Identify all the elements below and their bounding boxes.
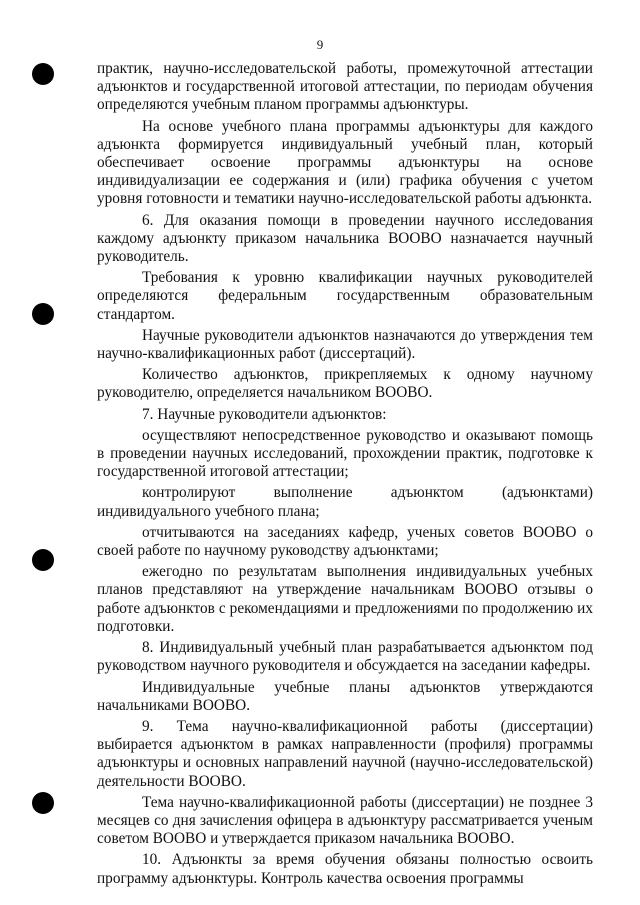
punch-hole xyxy=(32,549,54,571)
paragraph: Тема научно-квалификационной работы (диссертации) не позднее 3 месяцев со дня зачисления офицера в адъюнктуру рассматривается ученым советом ВООВО и утверждается приказом начальника ВООВО. xyxy=(97,793,593,848)
paragraph: ежегодно по результатам выполнения индивидуальных учебных планов представляют на утверждение начальникам ВООВО отзывы о работе адъюнктов с рекомендациями и предложениями по продолжению их подготовки. xyxy=(97,563,593,635)
paragraph: Требования к уровню квалификации научных руководителей определяются федеральным государственным образовательным стандартом. xyxy=(97,269,593,323)
paragraph: Научные руководители адъюнктов назначаются до утверждения тем научно-квалификационных работ (диссертаций). xyxy=(97,326,593,363)
punch-hole xyxy=(32,303,54,325)
paragraph: 6. Для оказания помощи в проведении научного исследования каждому адъюнкту приказом начальника ВООВО назначается научный руководитель. xyxy=(97,211,593,266)
page-number: 9 xyxy=(316,37,324,52)
paragraph: осуществляют непосредственное руководство и оказывают помощь в проведении научных исследований, прохождении практик, подготовке к государственной итоговой аттестации; xyxy=(97,426,593,481)
paragraph: Индивидуальные учебные планы адъюнктов утверждаются начальниками ВООВО. xyxy=(97,678,593,714)
punch-hole xyxy=(32,63,54,85)
paragraph: 10. Адъюнкты за время обучения обязаны полностью освоить программу адъюнктуры. Контроль качества освоения программы xyxy=(97,851,593,887)
paragraph: 7. Научные руководители адъюнктов: xyxy=(142,405,387,423)
paragraph: 9. Тема научно-квалификационной работы (диссертации) выбирается адъюнктом в рамках направленности (профиля) программы адъюнктуры и основных направлений научной (научно-исследовательской) деятельности ВООВО. xyxy=(97,717,593,790)
paragraph: практик, научно-исследовательской работы, промежуточной аттестации адъюнктов и государственной итоговой аттестации, по периодам обучения определяются учебным планом программы адъюнктуры. xyxy=(97,60,593,114)
punch-hole xyxy=(32,792,54,814)
paragraph: отчитываются на заседаниях кафедр, ученых советов ВООВО о своей работе по научному руководству адъюнктами; xyxy=(97,523,593,560)
paragraph: 8. Индивидуальный учебный план разрабатывается адъюнктом под руководством научного руководителя и обсуждается на заседании кафедры. xyxy=(97,639,593,675)
paragraph: На основе учебного плана программы адъюнктуры для каждого адъюнкта формируется индивидуальный учебный план, который обеспечивает освоение программы адъюнктуры на основе индивидуализации ее содержания и (или) графика обучения с учетом уровня готовности и тематики научно-исследовательской работы адъюнкта. xyxy=(97,117,593,208)
paragraph: Количество адъюнктов, прикрепляемых к одному научному руководителю, определяется начальником ВООВО. xyxy=(97,366,593,402)
document-body xyxy=(97,60,593,888)
paragraph: контролируют выполнение адъюнктом (адъюнктами) индивидуального учебного плана; xyxy=(97,484,593,520)
